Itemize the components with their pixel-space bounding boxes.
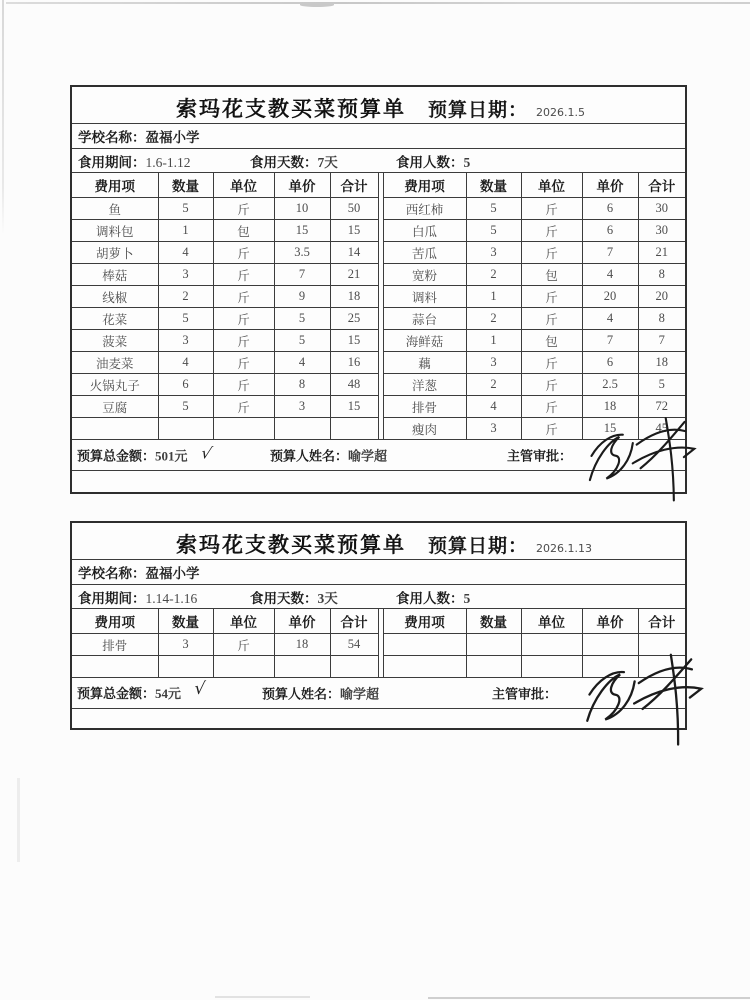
item-cell: 火锅丸子 — [71, 374, 158, 396]
item-cell: 3.5 — [274, 242, 330, 264]
column-header: 单位 — [521, 609, 582, 634]
item-cell: 斤 — [213, 396, 274, 418]
item-cell — [521, 656, 582, 678]
item-cell: 斤 — [521, 286, 582, 308]
item-cell — [330, 656, 378, 678]
column-header: 合计 — [638, 173, 686, 198]
column-header: 数量 — [158, 609, 213, 634]
item-cell: 5 — [274, 330, 330, 352]
item-cell — [638, 634, 686, 656]
item-row — [71, 220, 686, 242]
eating-people-value: 5 — [463, 154, 471, 170]
school-row — [71, 560, 686, 585]
item-row — [71, 656, 686, 678]
item-cell — [330, 418, 378, 440]
item-row — [71, 418, 686, 440]
item-cell — [71, 418, 158, 440]
preparer-name-value: 喻学超 — [340, 686, 380, 702]
item-cell: 30 — [638, 198, 686, 220]
item-cell: 斤 — [213, 242, 274, 264]
item-cell: 斤 — [213, 330, 274, 352]
item-cell: 6 — [158, 374, 213, 396]
scan-edge-top — [6, 2, 750, 4]
column-header: 合计 — [330, 609, 378, 634]
item-cell: 15 — [330, 330, 378, 352]
column-header: 数量 — [466, 173, 521, 198]
item-cell — [582, 634, 638, 656]
item-cell: 胡萝卜 — [71, 242, 158, 264]
item-cell: 5 — [638, 374, 686, 396]
column-header: 数量 — [158, 173, 213, 198]
item-cell: 1 — [158, 220, 213, 242]
item-cell: 7 — [582, 330, 638, 352]
item-cell: 油麦菜 — [71, 352, 158, 374]
item-cell: 3 — [466, 352, 521, 374]
item-cell: 苦瓜 — [383, 242, 466, 264]
budget-table-body — [71, 609, 686, 678]
item-cell — [274, 656, 330, 678]
item-cell: 调料 — [383, 286, 466, 308]
item-cell: 斤 — [213, 198, 274, 220]
item-cell: 瘦肉 — [383, 418, 466, 440]
summary-row — [71, 678, 686, 709]
item-cell — [466, 634, 521, 656]
item-row — [71, 198, 686, 220]
item-cell: 72 — [638, 396, 686, 418]
item-cell: 5 — [274, 308, 330, 330]
item-cell: 15 — [330, 396, 378, 418]
total-amount-label: 预算总金额： — [77, 448, 156, 464]
item-cell: 18 — [330, 286, 378, 308]
item-cell: 排骨 — [383, 396, 466, 418]
column-header: 单位 — [213, 173, 274, 198]
item-cell: 4 — [158, 352, 213, 374]
school-name-label: 学校名称： — [78, 566, 146, 581]
school-row — [71, 124, 686, 149]
item-cell: 54 — [330, 634, 378, 656]
checkmark-icon: √ — [198, 443, 214, 463]
item-cell: 藕 — [383, 352, 466, 374]
item-cell: 1 — [466, 286, 521, 308]
item-cell: 排骨 — [71, 634, 158, 656]
item-row — [71, 396, 686, 418]
scan-edge-notch — [300, 3, 334, 7]
item-cell: 斤 — [213, 308, 274, 330]
item-cell: 线椒 — [71, 286, 158, 308]
item-cell: 18 — [638, 352, 686, 374]
column-header: 费用项 — [383, 173, 466, 198]
item-cell: 斤 — [213, 374, 274, 396]
item-cell: 2 — [466, 308, 521, 330]
checkmark-icon: √ — [193, 678, 207, 700]
item-row — [71, 264, 686, 286]
scan-edge-bottom — [428, 997, 750, 999]
item-cell: 斤 — [521, 418, 582, 440]
item-cell — [383, 656, 466, 678]
item-cell: 斤 — [521, 220, 582, 242]
item-cell: 8 — [638, 308, 686, 330]
budget-table — [70, 85, 687, 494]
item-cell — [466, 656, 521, 678]
item-cell: 鱼 — [71, 198, 158, 220]
item-cell: 花菜 — [71, 308, 158, 330]
item-cell: 调料包 — [71, 220, 158, 242]
item-cell: 15 — [274, 220, 330, 242]
scan-edge-left — [2, 0, 4, 235]
budget-table — [70, 521, 687, 730]
item-cell: 斤 — [521, 242, 582, 264]
item-cell: 9 — [274, 286, 330, 308]
item-cell: 8 — [274, 374, 330, 396]
item-cell: 30 — [638, 220, 686, 242]
item-cell: 斤 — [213, 286, 274, 308]
eating-period-label: 食用期间： — [78, 590, 146, 606]
eating-days-label: 食用天数： — [250, 590, 318, 606]
item-row — [71, 374, 686, 396]
item-cell: 宽粉 — [383, 264, 466, 286]
item-cell: 2 — [158, 286, 213, 308]
item-cell — [582, 656, 638, 678]
item-cell: 20 — [582, 286, 638, 308]
item-cell: 包 — [521, 330, 582, 352]
item-cell: 包 — [521, 264, 582, 286]
item-cell: 斤 — [521, 198, 582, 220]
eating-period-value: 1.6-1.12 — [145, 154, 191, 170]
item-cell — [213, 656, 274, 678]
eating-days-label: 食用天数： — [250, 154, 318, 170]
eating-days-value: 3天 — [317, 590, 338, 606]
item-cell: 6 — [582, 220, 638, 242]
item-cell: 3 — [158, 634, 213, 656]
item-cell — [383, 634, 466, 656]
column-header: 单价 — [582, 609, 638, 634]
item-cell: 15 — [582, 418, 638, 440]
budget-sheet-1 — [70, 85, 687, 494]
item-cell: 18 — [274, 634, 330, 656]
item-row — [71, 286, 686, 308]
eating-days-value: 7天 — [317, 154, 338, 170]
item-cell: 45 — [638, 418, 686, 440]
column-header: 单价 — [274, 609, 330, 634]
column-header: 合计 — [638, 609, 686, 634]
preparer-name-label: 预算人姓名： — [262, 686, 341, 702]
item-cell: 14 — [330, 242, 378, 264]
total-amount-value: 501元 — [155, 448, 188, 464]
column-header: 数量 — [466, 609, 521, 634]
item-cell: 5 — [466, 220, 521, 242]
item-cell: 5 — [158, 198, 213, 220]
item-cell — [638, 656, 686, 678]
item-cell: 10 — [274, 198, 330, 220]
column-header: 单位 — [521, 173, 582, 198]
item-cell: 包 — [213, 220, 274, 242]
item-cell: 4 — [466, 396, 521, 418]
sheet-title: 索玛花支教买菜预算单 — [176, 97, 406, 121]
summary-row — [71, 440, 686, 471]
scan-edge-bottom-faint — [215, 996, 310, 998]
column-header-row — [71, 609, 686, 634]
preparer-name-value: 喻学超 — [348, 448, 388, 464]
item-cell: 2 — [466, 374, 521, 396]
item-cell: 1 — [466, 330, 521, 352]
item-cell: 15 — [330, 220, 378, 242]
total-amount-value: 54元 — [155, 686, 182, 701]
item-cell: 7 — [638, 330, 686, 352]
item-cell: 5 — [158, 308, 213, 330]
item-row — [71, 634, 686, 656]
item-cell: 18 — [582, 396, 638, 418]
item-row — [71, 242, 686, 264]
item-cell: 2 — [466, 264, 521, 286]
item-cell — [158, 418, 213, 440]
item-cell: 豆腐 — [71, 396, 158, 418]
item-cell: 8 — [638, 264, 686, 286]
item-cell: 斤 — [521, 308, 582, 330]
column-header: 单价 — [582, 173, 638, 198]
item-cell: 7 — [582, 242, 638, 264]
item-cell: 洋葱 — [383, 374, 466, 396]
column-header-row — [71, 173, 686, 198]
period-row — [71, 585, 686, 609]
item-cell: 5 — [158, 396, 213, 418]
eating-period-label: 食用期间： — [78, 154, 146, 170]
item-cell: 6 — [582, 352, 638, 374]
item-cell: 西红柿 — [383, 198, 466, 220]
preparer-name-label: 预算人姓名： — [270, 448, 349, 464]
item-cell: 20 — [638, 286, 686, 308]
column-header: 费用项 — [71, 609, 158, 634]
item-cell — [71, 656, 158, 678]
item-cell: 21 — [638, 242, 686, 264]
item-cell: 21 — [330, 264, 378, 286]
item-cell: 斤 — [213, 264, 274, 286]
blank-row — [71, 471, 686, 493]
item-cell — [274, 418, 330, 440]
budget-date-label: 预算日期： — [428, 536, 529, 557]
title-row — [71, 86, 686, 124]
item-cell — [213, 418, 274, 440]
item-cell: 16 — [330, 352, 378, 374]
total-amount-label: 预算总金额： — [77, 686, 156, 701]
item-cell: 3 — [466, 242, 521, 264]
eating-period-value: 1.14-1.16 — [145, 590, 198, 606]
item-cell: 25 — [330, 308, 378, 330]
column-header: 费用项 — [71, 173, 158, 198]
eating-people-value: 5 — [463, 590, 471, 606]
budget-date-label: 预算日期： — [428, 100, 529, 121]
column-header: 合计 — [330, 173, 378, 198]
item-cell: 6 — [582, 198, 638, 220]
supervisor-approval-label: 主管审批： — [507, 448, 573, 464]
item-cell: 7 — [274, 264, 330, 286]
period-row — [71, 149, 686, 173]
item-cell: 菠菜 — [71, 330, 158, 352]
item-cell: 海鲜菇 — [383, 330, 466, 352]
item-row — [71, 330, 686, 352]
item-cell: 斤 — [213, 634, 274, 656]
item-row — [71, 352, 686, 374]
column-header: 单位 — [213, 609, 274, 634]
school-name-label: 学校名称： — [78, 130, 146, 145]
item-cell: 斤 — [521, 374, 582, 396]
item-cell: 斤 — [521, 352, 582, 374]
budget-table-body — [71, 173, 686, 440]
item-cell: 3 — [158, 264, 213, 286]
column-header: 单价 — [274, 173, 330, 198]
supervisor-approval-label: 主管审批： — [492, 686, 558, 702]
eating-people-label: 食用人数： — [396, 590, 464, 606]
school-name-value: 盈福小学 — [145, 130, 200, 145]
blank-row — [71, 709, 686, 729]
school-name-value: 盈福小学 — [145, 566, 200, 581]
item-cell — [521, 634, 582, 656]
title-row — [71, 522, 686, 560]
item-cell: 2.5 — [582, 374, 638, 396]
item-cell: 斤 — [213, 352, 274, 374]
item-cell: 4 — [582, 264, 638, 286]
item-cell: 4 — [158, 242, 213, 264]
item-cell — [158, 656, 213, 678]
item-cell: 4 — [274, 352, 330, 374]
item-cell: 3 — [274, 396, 330, 418]
item-cell: 50 — [330, 198, 378, 220]
item-cell: 棒菇 — [71, 264, 158, 286]
budget-date-value: 2026.1.13 — [536, 542, 592, 555]
item-cell: 白瓜 — [383, 220, 466, 242]
budget-sheet-2 — [70, 521, 687, 730]
item-cell: 4 — [582, 308, 638, 330]
eating-people-label: 食用人数： — [396, 154, 464, 170]
item-cell: 斤 — [521, 396, 582, 418]
budget-date-value: 2026.1.5 — [536, 106, 585, 119]
item-cell: 48 — [330, 374, 378, 396]
item-row — [71, 308, 686, 330]
item-cell: 5 — [466, 198, 521, 220]
sheet-title: 索玛花支教买菜预算单 — [176, 533, 406, 557]
item-cell: 3 — [466, 418, 521, 440]
column-header: 费用项 — [383, 609, 466, 634]
item-cell: 3 — [158, 330, 213, 352]
scan-edge-left-faint — [17, 778, 20, 862]
item-cell: 蒜台 — [383, 308, 466, 330]
